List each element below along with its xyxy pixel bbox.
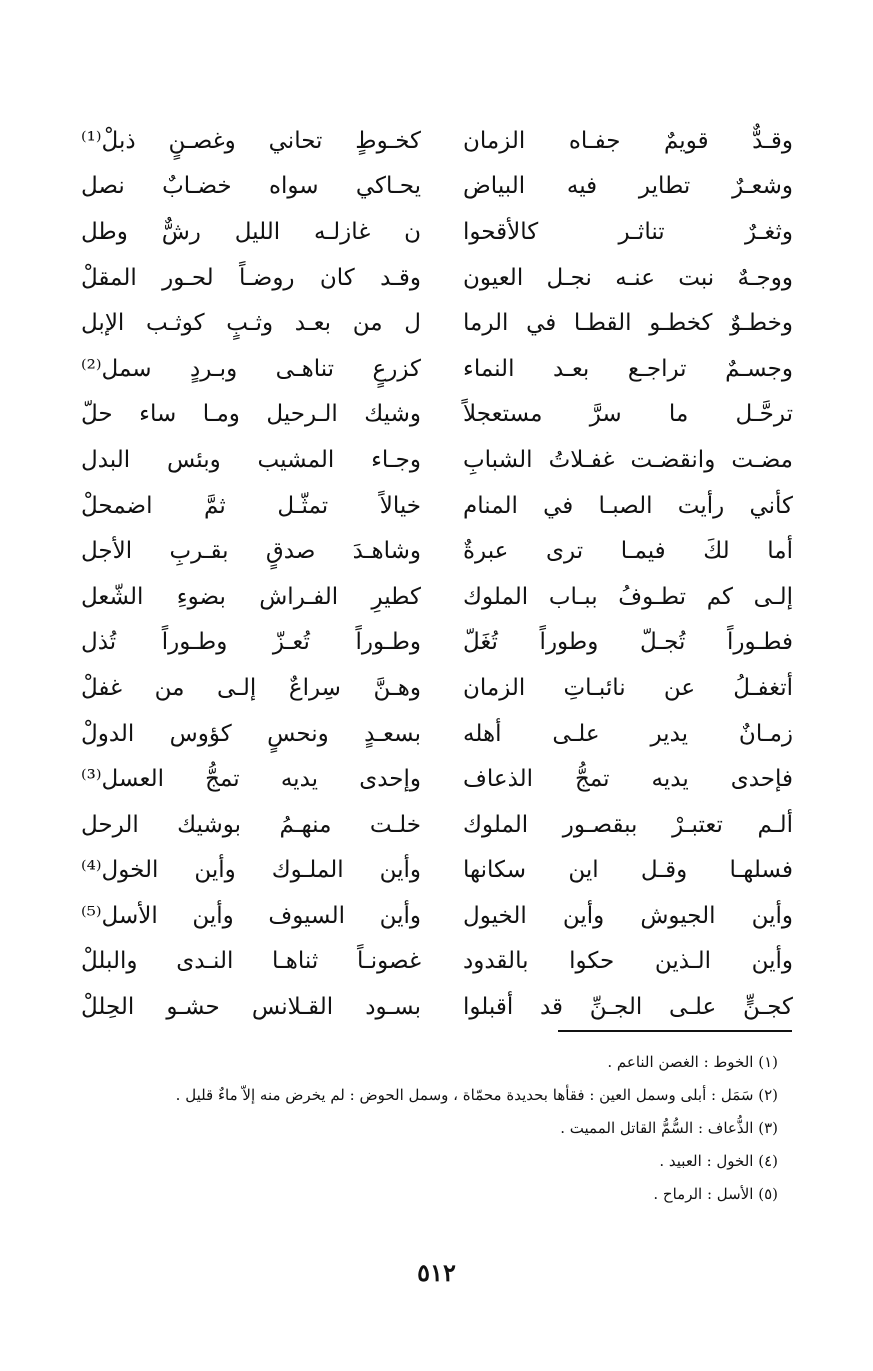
footnote: (٥) الأسل : الرماح . [653,1185,778,1203]
verse-line [78,620,793,666]
first-hemistich: فطـوراً تُجـلّ وطوراً تُغَلّ [463,629,793,656]
verse-line [78,802,793,848]
second-hemistich: بسـود القـلانس حشـو الحِللْ [81,994,421,1021]
footnote: (١) الخوط : الغصن الناعم . [607,1053,778,1071]
second-hemistich: خيالاً تمثّـل ثمَّ اضمحلْ [81,492,421,519]
first-hemistich: وأين الجيوش وأين الخيول [463,902,793,929]
verse-line [78,164,793,210]
second-hemistich: وإحدى يديه تمجُّ العسل⁽³⁾ [81,766,421,793]
first-hemistich: ترحَّـل ما سرَّ مستعجلاً [463,401,793,428]
second-hemistich: وشاهـدَ صدقٍ بقـربِ الأجل [81,538,421,565]
second-hemistich: وجـاء المشيب وبئس البدل [81,446,421,473]
second-hemistich: بسعـدٍ ونحسٍ كؤوس الدولْ [81,720,421,747]
footnote: (٣) الذُّعاف : السُّمُّ القاتل المميت . [560,1119,778,1137]
poem [78,118,793,1030]
second-hemistich: كخـوطٍ تحاني وغصـنٍ ذبلْ⁽¹⁾ [81,127,421,154]
second-hemistich: وشيك الـرحيل ومـا ساء حلّ [81,401,421,428]
second-hemistich: وقـد كان روضـاً لحـور المقلْ [81,264,421,291]
first-hemistich: مضـت وانقضـت غفـلاتُ الشبابِ [463,446,793,473]
verse-line [78,665,793,711]
verse-line [78,984,793,1030]
second-hemistich: خلـت منهـمُ بوشيك الرحل [81,811,421,838]
verse-line [78,483,793,529]
first-hemistich: فسلهـا وقـل اين سكانها [463,857,793,884]
verse-line [78,392,793,438]
first-hemistich: زمـانٌ يدير علـى أهله [463,720,793,747]
verse-line [78,848,793,894]
footnote-separator [558,1030,792,1032]
first-hemistich: وجسـمٌ تراجـع بعـد النماء [463,355,793,382]
footnotes [58,1046,778,1211]
verse-line [78,437,793,483]
first-hemistich: كأني رأيت الصبـا في المنام [463,492,793,519]
second-hemistich: وأين الملـوك وأين الخول⁽⁴⁾ [81,857,421,884]
footnote: (٢) سَمَل : أبلى وسمل العين : فقأها بحديدة محمّاة ، وسمل الحوض : لم يخرض منه إلاّ ماءٌ قليل . [175,1086,778,1104]
verse-line [78,255,793,301]
first-hemistich: وخطـوٌ كخطـو القطـا في الرما [463,310,793,337]
first-hemistich: وقـدٌّ قويمٌ جفـاه الزمان [463,127,793,154]
first-hemistich: ألـم تعتبـرْ ببقصـور الملوك [463,811,793,838]
second-hemistich: وطـوراً تُعـزّ وطـوراً تُذل [81,629,421,656]
page-number: ٥١٢ [417,1258,456,1287]
verse-line [78,939,793,985]
verse-line [78,756,793,802]
verse-line [78,893,793,939]
first-hemistich: فإحدى يديه تمجُّ الذعاف [463,766,793,793]
verse-line [78,209,793,255]
second-hemistich: كطيرِ الفـراش بضوءِ الشّعل [81,583,421,610]
first-hemistich: إلـى كم تطـوفُ ببـاب الملوك [463,583,793,610]
verse-line [78,118,793,164]
verse-line [78,346,793,392]
first-hemistich: كجـنٍّ علـى الجـنِّ قد أقبلوا [463,994,793,1021]
verse-line [78,574,793,620]
verse-line [78,528,793,574]
second-hemistich: وأين السيوف وأين الأسل⁽⁵⁾ [81,902,421,929]
first-hemistich: وثغـرٌ تناثـر كالأقحوا [463,218,793,245]
second-hemistich: كزرعٍ تناهـى وبـردٍ سمل⁽²⁾ [81,355,421,382]
first-hemistich: أتغفـلُ عن نائبـاتِ الزمان [463,674,793,701]
first-hemistich: وأين الـذين حكوا بالقدود [463,948,793,975]
verse-line [78,300,793,346]
second-hemistich: يحـاكي سواه خضـابٌ نصل [81,173,421,200]
second-hemistich: غصونـاً ثناهـا النـدى والبللْ [81,948,421,975]
second-hemistich: ل من بعـد وثـبٍ كوثـب الإبل [81,310,421,337]
verse-line [78,711,793,757]
footnote: (٤) الخول : العبيد . [659,1152,778,1170]
first-hemistich: ووجـهٌ نبت عنـه نجـل العيون [463,264,793,291]
first-hemistich: وشعـرٌ تطاير فيه البياض [463,173,793,200]
first-hemistich: أما لكَ فيمـا ترى عبرةٌ [463,538,793,565]
second-hemistich: ن غازلـه الليل رشٌّ وطل [81,218,421,245]
second-hemistich: وهـنَّ سِراعٌ إلـى من غفلْ [81,674,421,701]
